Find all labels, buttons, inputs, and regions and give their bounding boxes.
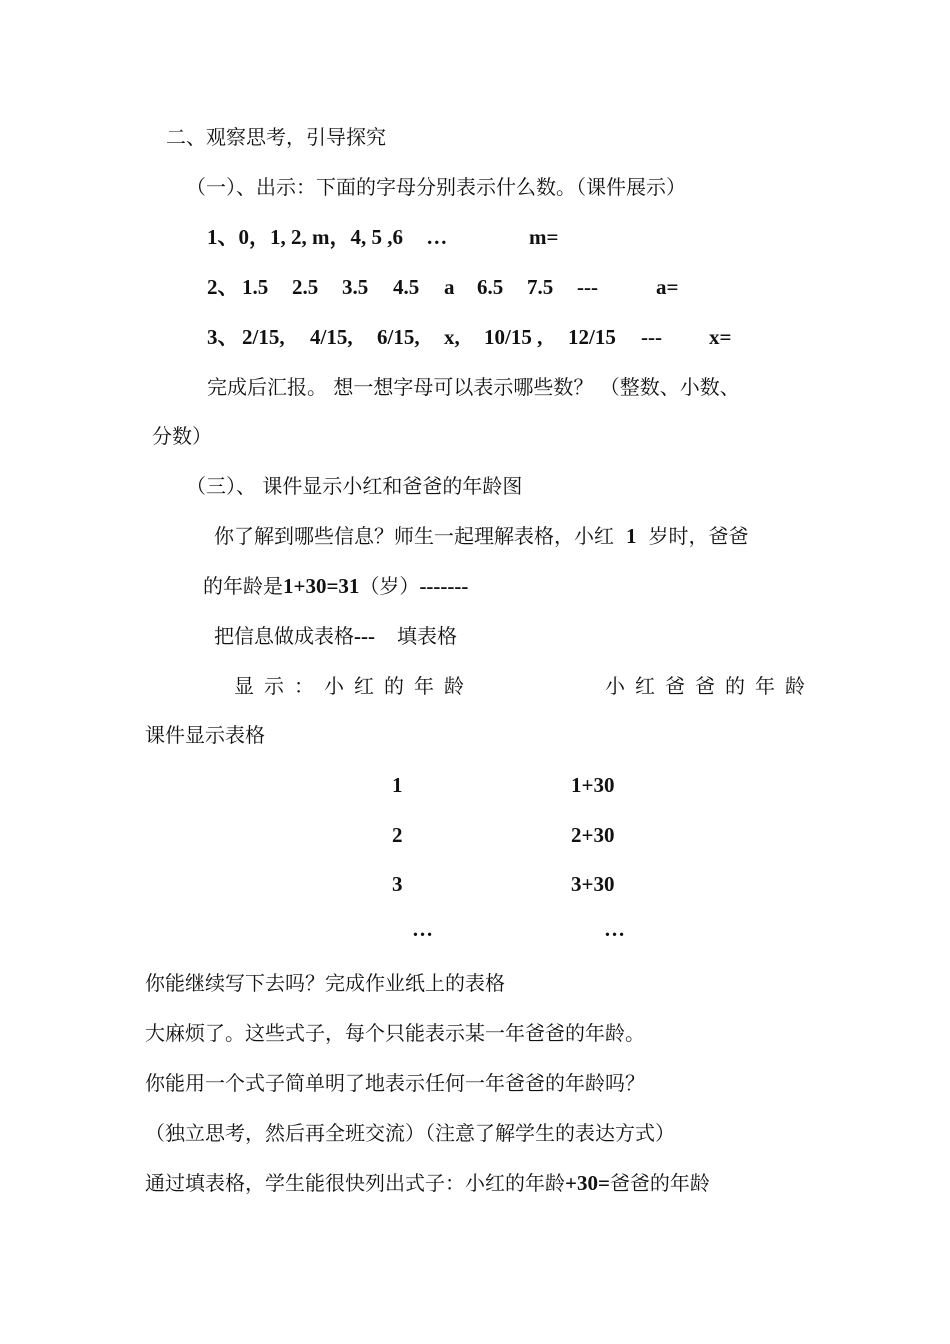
fill-table-text: 填表格 (396, 624, 457, 648)
dad-age-label: 小红爸爸的年龄 (605, 674, 815, 698)
info-text: 岁时，爸爸 (648, 524, 749, 548)
closing-line-4: （独立思考，然后再全班交流）（注意了解学生的表达方式） (145, 1121, 675, 1145)
info-text: 你了解到哪些信息？师生一起理解表格，小红 (214, 524, 614, 548)
dash-line: ------- (419, 574, 469, 598)
info-line-2 (203, 573, 468, 599)
age-cell: … (412, 917, 433, 941)
closing-text: 通过填表格，学生能很快列出式子：小红的年龄 (145, 1171, 565, 1195)
part1-heading: （一）、出示：下面的字母分别表示什么数。（课件展示） (186, 175, 686, 199)
seq3-label: 3、 (207, 325, 239, 349)
closing-line-5 (145, 1170, 710, 1196)
display-label: 显示：小红的年龄 (234, 674, 474, 698)
age-cell: 1 (392, 773, 403, 797)
seq2-item: 4.5 (393, 275, 420, 299)
seq3-item: --- (641, 325, 662, 349)
info-text: 的年龄是 (203, 574, 283, 598)
make-table-text: 把信息做成表格 (214, 624, 354, 648)
age-number: 1 (626, 524, 637, 548)
age-cell: 3 (392, 872, 403, 896)
dad-cell: … (604, 917, 625, 941)
seq2-answer: a= (656, 275, 679, 299)
make-table-line (214, 623, 457, 649)
seq3-item: 6/15, (377, 325, 420, 349)
formula-expression: +30= (565, 1171, 610, 1195)
seq3-item: 12/15 (568, 325, 616, 349)
sequence-1 (207, 224, 559, 250)
age-expression: 1+30=31 (283, 574, 360, 598)
dad-cell: 3+30 (571, 872, 615, 896)
seq3-item: 2/15, (242, 325, 285, 349)
closing-line-1: 你能继续写下去吗？完成作业纸上的表格 (145, 971, 505, 995)
seq3-item: 4/15, (310, 325, 353, 349)
seq2-item: 6.5 (477, 275, 504, 299)
seq2-item: 7.5 (527, 275, 554, 299)
info-text: （岁） (359, 574, 420, 598)
seq3-item: x, (444, 325, 460, 349)
closing-text: 爸爸的年龄 (609, 1171, 710, 1195)
seq2-item: 2.5 (292, 275, 319, 299)
info-line-1 (214, 523, 749, 549)
seq1-answer: m= (529, 225, 559, 249)
age-cell: 2 (392, 823, 403, 847)
seq2-item: 3.5 (342, 275, 369, 299)
seq2-item: --- (577, 275, 598, 299)
seq2-item: a (444, 275, 455, 299)
seq2-label: 2、 (207, 275, 239, 299)
seq1-ellipsis: … (426, 225, 448, 249)
seq3-item: 10/15 , (484, 325, 543, 349)
dad-cell: 1+30 (571, 773, 615, 797)
dash-line: --- (354, 624, 375, 648)
sequence-2 (207, 274, 679, 300)
seq1-label: 1、 (207, 225, 239, 249)
part3-heading: （三）、 课件显示小红和爸爸的年龄图 (186, 474, 523, 498)
seq3-answer: x= (709, 325, 732, 349)
seq2-item: 1.5 (242, 275, 269, 299)
courseware-table-label: 课件显示表格 (145, 723, 265, 747)
section-title: 二、观察思考，引导探究 (166, 125, 386, 149)
report-line-2: 分数） (152, 424, 212, 448)
closing-line-2: 大麻烦了。这些式子，每个只能表示某一年爸爸的年龄。 (145, 1021, 645, 1045)
seq1-values: 0，1, 2, m，4, 5 ,6 (238, 225, 403, 249)
closing-line-3: 你能用一个式子简单明了地表示任何一年爸爸的年龄吗？ (145, 1071, 645, 1095)
dad-cell: 2+30 (571, 823, 615, 847)
report-line-1: 完成后汇报。 想一想字母可以表示哪些数？ （整数、小数、 (207, 375, 740, 399)
sequence-3 (207, 324, 732, 350)
